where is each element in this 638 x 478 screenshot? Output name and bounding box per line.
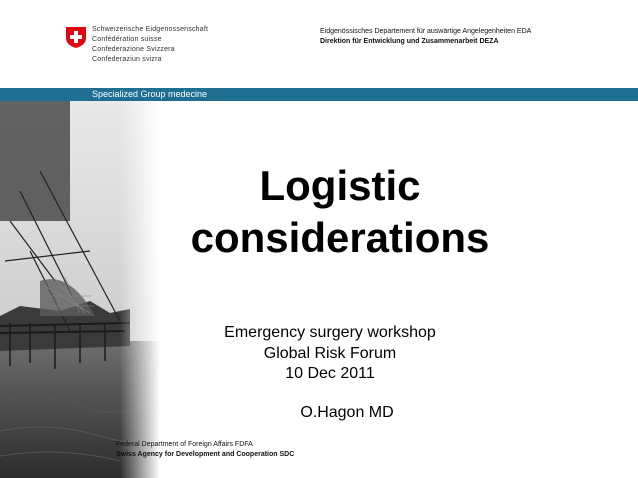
slide-title [150, 160, 530, 264]
country-name-italian: Confederazione Svizzera [92, 46, 175, 53]
footer-agency: Swiss Agency for Development and Cooperation SDC [116, 451, 295, 458]
country-name-french: Confédération suisse [92, 36, 162, 43]
footer [116, 440, 294, 460]
department-name: Eidgenössisches Departement für auswärtige Angelegenheiten EDA [320, 28, 532, 35]
section-band [0, 88, 638, 101]
forum-name: Global Risk Forum [263, 344, 397, 362]
country-name-romansh: Confederaziun svizra [92, 56, 162, 63]
event-name: Emergency surgery workshop [224, 324, 436, 341]
author-name: O.Hagon MD [300, 404, 394, 421]
country-name-german: Schweizerische Eidgenossenschaft [92, 26, 209, 33]
slide-title-line-1: Logistic [259, 162, 421, 209]
country-names [92, 25, 208, 65]
slide-subtitle [205, 323, 455, 385]
swiss-cross-logo [64, 25, 88, 49]
slide-title-line-2: considerations [190, 214, 490, 261]
directorate-name: Direktion für Entwicklung und Zusammenarbeit DEZA [320, 38, 499, 45]
footer-department: Federal Department of Foreign Affairs FDFA [116, 441, 253, 448]
event-date: 10 Dec 2011 [285, 365, 375, 382]
fishing-net-photo [0, 101, 160, 478]
department-header [320, 27, 531, 47]
section-band-label: Specialized Group medecine [92, 89, 208, 99]
